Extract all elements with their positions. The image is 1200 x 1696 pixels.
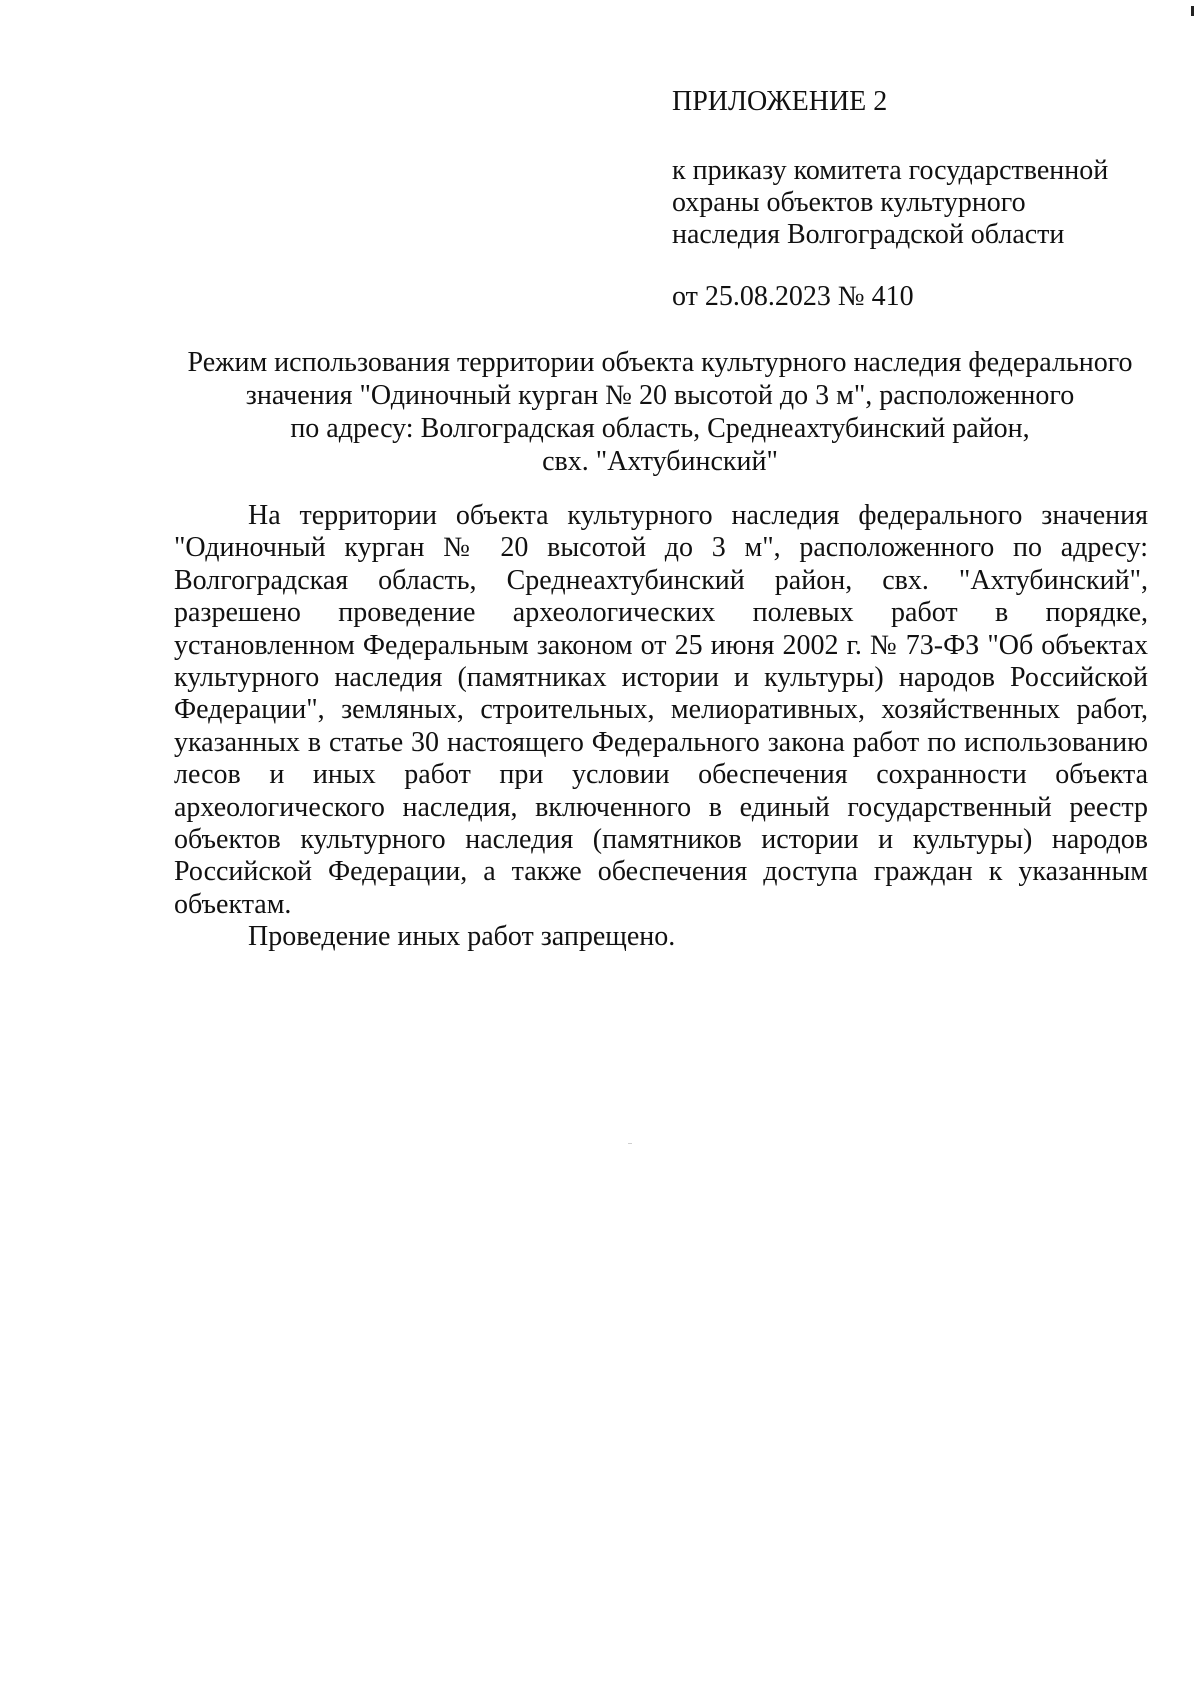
document-title-line: по адресу: Волгоградская область, Среднеахтубинский район,: [290, 413, 1030, 444]
document-title-line: значения "Одиночный курган № 20 высотой до 3 м", расположенного: [245, 380, 1075, 411]
scan-corner-mark: [1191, 6, 1194, 16]
appendix-reference: [672, 155, 1152, 251]
body-paragraph-permitted-works: На территории объекта культурного наследия федерального значения "Одиночный курган № 20 высотой до 3 м", расположенного по адресу: Волгоградская область, Среднеахтубинский район, свх. "Ахтубинский", разрешено проведение археологических полевых работ в порядке, установленном Федеральным законом от 25 июня 2002 г. № 73-ФЗ "Об объектах культурного наследия (памятниках истории и культуры) народов Российской Федерации", земляных, строительных, мелиоративных, хозяйственных работ, указанных в статье 30 настоящего Федерального закона работ по использованию лесов и иных работ при условии обеспечения сохранности объекта археологического наследия, включенного в единый государственный реестр объектов культурного наследия (памятников истории и культуры) народов Российской Федерации, а также обеспечения доступа граждан к указанным объектам.: [174, 500, 1148, 920]
appendix-reference-line: наследия Волгоградской области: [672, 219, 1065, 250]
document-title-line: свх. "Ахтубинский": [542, 446, 778, 477]
appendix-reference-line: к приказу комитета государственной: [672, 155, 1109, 186]
appendix-title: ПРИЛОЖЕНИЕ 2: [672, 86, 888, 117]
document-title-line: Режим использования территории объекта культурного наследия федерального: [187, 347, 1133, 378]
body-paragraph-prohibition: Проведение иных работ запрещено.: [248, 921, 676, 953]
order-date-number: от 25.08.2023 № 410: [672, 281, 914, 312]
document-body: [174, 500, 1148, 954]
scan-artifact: [628, 1143, 632, 1144]
appendix-reference-line: охраны объектов культурного: [672, 187, 1026, 218]
document-title: [160, 346, 1160, 478]
